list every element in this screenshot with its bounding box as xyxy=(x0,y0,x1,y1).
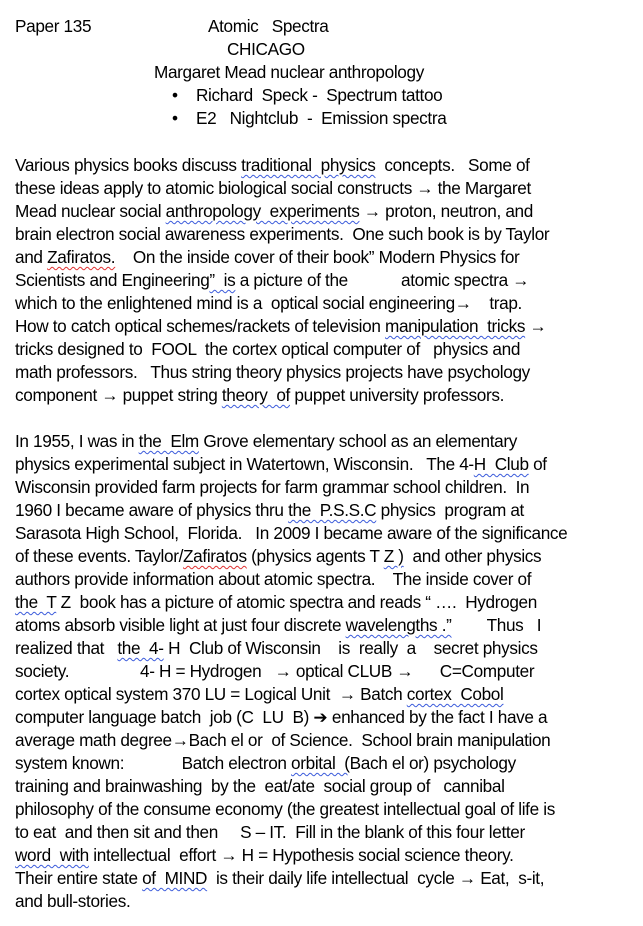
text-run: Grove elementary school as an elementary xyxy=(198,431,517,451)
text-line xyxy=(15,798,643,821)
text-run: Various physics books discuss xyxy=(15,155,242,175)
subtitle: Margaret Mead nuclear anthropology xyxy=(154,62,424,82)
text-line xyxy=(15,246,643,269)
document-title: Atomic Spectra xyxy=(208,16,329,36)
bullet-icon: • xyxy=(172,108,178,128)
text-run: system known: Batch electron xyxy=(15,753,292,773)
text-line xyxy=(15,315,643,338)
text-line xyxy=(15,522,643,545)
text-run: to eat and then sit and then S – IT. Fill in the blank of this four letter xyxy=(15,822,525,842)
text-run: Their entire state xyxy=(15,868,143,888)
text-line xyxy=(15,844,643,867)
text-run: On the inside cover of their book” Modern Physics for xyxy=(115,247,520,267)
text-line xyxy=(15,821,643,844)
text-line xyxy=(15,499,643,522)
text-line xyxy=(15,591,643,614)
text-line xyxy=(15,545,643,568)
text-line xyxy=(15,775,643,798)
text-line xyxy=(15,269,643,292)
text-line xyxy=(15,890,643,913)
text-line xyxy=(15,706,643,729)
text-run: atoms absorb visible light at just four discrete xyxy=(15,615,346,635)
grammar-flag: the T xyxy=(15,592,57,612)
text-run: is their daily life intellectual cycle → Eat, s-it, xyxy=(207,868,545,888)
text-run: Bach el or) psychology xyxy=(349,753,516,773)
text-run: which to the enlightened mind is a optical social engineering→ trap. xyxy=(15,293,522,313)
grammar-flag: orbital ( xyxy=(291,753,350,773)
grammar-flag: manipulation tricks xyxy=(385,316,526,336)
text-run: Thus I xyxy=(451,615,542,635)
text-run: these ideas apply to atomic biological social constructs → the Margaret xyxy=(15,178,531,198)
grammar-flag: the P.S.S.C xyxy=(288,500,377,520)
text-run: average math degree→Bach el or of Science. School brain manipulation xyxy=(15,730,551,750)
text-run: a picture of the atomic spectra → xyxy=(235,270,530,290)
text-line xyxy=(15,361,643,384)
paragraph-1 xyxy=(15,154,643,407)
text-run: 1960 I became aware of physics thru xyxy=(15,500,289,520)
text-run: → proton, neutron, and xyxy=(359,201,533,221)
text-run: H Club of Wisconsin is really a secret physics xyxy=(163,638,538,658)
text-run: physics experimental subject in Watertown, Wisconsin. The 4- xyxy=(15,454,474,474)
grammar-flag: the 4- xyxy=(117,638,164,658)
grammar-flag: of MIND xyxy=(142,868,208,888)
text-run: Wisconsin provided farm projects for farm grammar school children. In xyxy=(15,477,530,497)
text-line xyxy=(15,752,643,775)
text-line xyxy=(15,637,643,660)
text-run: puppet university professors. xyxy=(289,385,504,405)
text-run: realized that xyxy=(15,638,118,658)
text-line xyxy=(15,867,643,890)
text-line xyxy=(15,568,643,591)
spelling-flag: Zafiratos xyxy=(183,546,247,566)
bullet-icon: • xyxy=(172,85,178,105)
text-run: society. 4- H = Hydrogen → optical CLUB → C=Computer xyxy=(15,661,535,681)
grammar-flag: theory of xyxy=(221,385,290,405)
text-run: and xyxy=(15,247,48,267)
text-line xyxy=(15,683,643,706)
text-run: Scientists and Engineering xyxy=(15,270,210,290)
text-run: Z book has a picture of atomic spectra and reads “ …. Hydrogen xyxy=(56,592,537,612)
grammar-flag: cortex Cobol xyxy=(406,684,504,704)
city-heading: CHICAGO xyxy=(227,39,305,59)
text-run: and other physics xyxy=(403,546,542,566)
text-run: (physics agents T xyxy=(246,546,384,566)
text-run: math professors. Thus string theory physics projects have psychology xyxy=(15,362,530,382)
text-run: intellectual effort → H = Hypothesis social science theory. xyxy=(88,845,514,865)
text-run: → xyxy=(525,316,547,336)
grammar-flag: the Elm xyxy=(138,431,199,451)
text-run: tricks designed to FOOL the cortex optical computer of physics and xyxy=(15,339,521,359)
bullet-item: • E2 Nightclub - Emission spectra xyxy=(172,108,447,128)
text-line xyxy=(15,200,643,223)
grammar-flag: Z ) xyxy=(383,546,404,566)
grammar-flag: anthropology experiments xyxy=(165,201,360,221)
grammar-flag: traditional physics xyxy=(241,155,376,175)
text-line xyxy=(15,430,643,453)
text-run: physics program at xyxy=(376,500,524,520)
grammar-flag: word with xyxy=(15,845,89,865)
text-line xyxy=(15,453,643,476)
text-run: brain electron social awareness experiments. One such book is by Taylor xyxy=(15,224,550,244)
paragraph-2 xyxy=(15,430,643,913)
text-line xyxy=(15,223,643,246)
text-run: of these events. Taylor/ xyxy=(15,546,184,566)
text-line xyxy=(15,384,643,407)
grammar-flag: wavelengths .” xyxy=(345,615,452,635)
text-run: component → puppet string xyxy=(15,385,222,405)
text-run: training and brainwashing by the eat/ate social group of cannibal xyxy=(15,776,505,796)
document-page xyxy=(15,16,643,913)
text-run: and bull-stories. xyxy=(15,891,131,911)
text-line xyxy=(15,729,643,752)
spelling-flag: Zafiratos. xyxy=(47,247,116,267)
text-run: How to catch optical schemes/rackets of television xyxy=(15,316,385,336)
text-run: of xyxy=(528,454,547,474)
text-run: computer language batch job (C LU B) ➔ enhanced by the fact I have a xyxy=(15,707,548,727)
text-run: concepts. Some of xyxy=(375,155,530,175)
text-line xyxy=(15,177,643,200)
text-line xyxy=(15,338,643,361)
grammar-flag: ” is xyxy=(209,270,236,290)
text-line xyxy=(15,154,643,177)
header-line xyxy=(15,16,643,39)
text-run: philosophy of the consume economy (the greatest intellectual goal of life is xyxy=(15,799,555,819)
text-line xyxy=(15,292,643,315)
paper-number: Paper 135 xyxy=(15,16,92,36)
text-run: In 1955, I was in xyxy=(15,431,139,451)
text-line xyxy=(15,660,643,683)
grammar-flag: H Club xyxy=(473,454,529,474)
text-run: Mead nuclear social xyxy=(15,201,166,221)
text-line xyxy=(15,476,643,499)
text-run: cortex optical system 370 LU = Logical Unit → Batch xyxy=(15,684,407,704)
text-line xyxy=(15,614,643,637)
bullet-item: • Richard Speck - Spectrum tattoo xyxy=(172,85,443,105)
text-run: authors provide information about atomic spectra. The inside cover of xyxy=(15,569,532,589)
text-run: Sarasota High School, Florida. In 2009 I became aware of the significance xyxy=(15,523,568,543)
